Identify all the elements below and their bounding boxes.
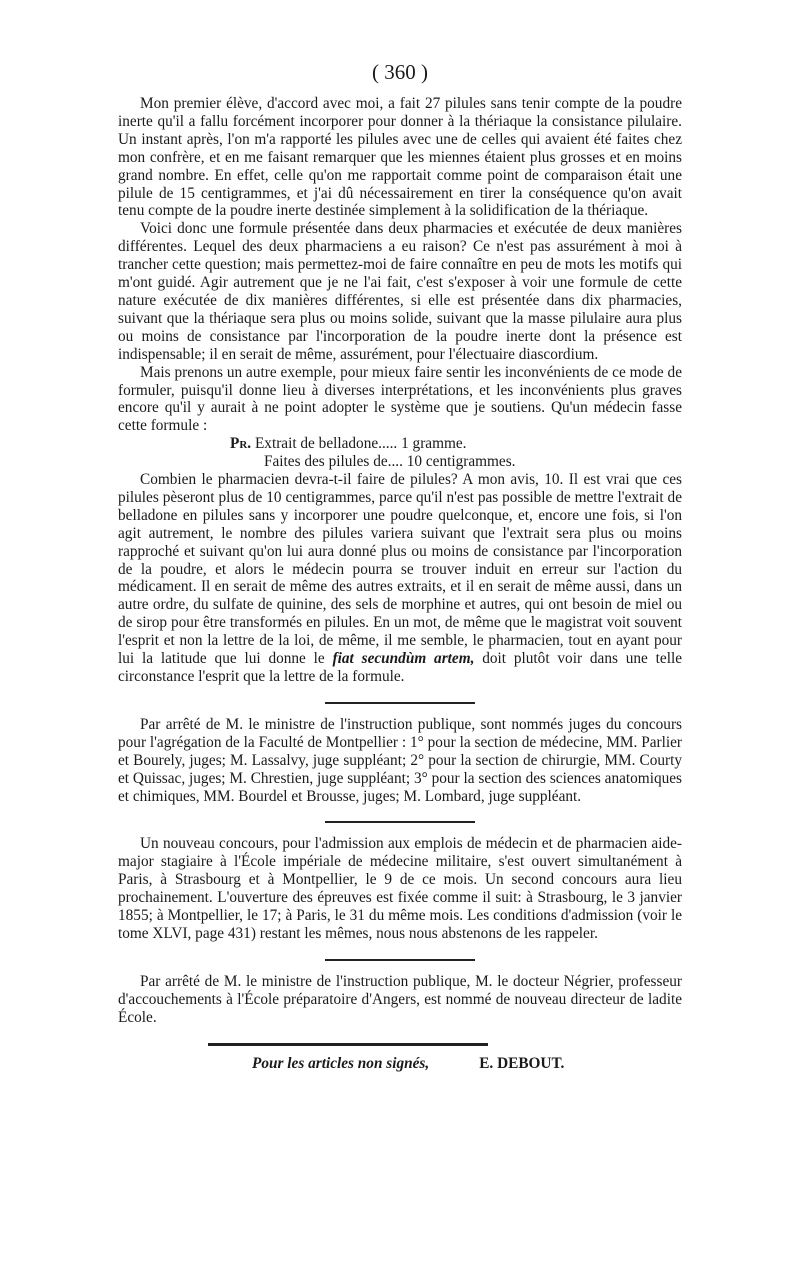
formula (118, 435, 682, 471)
signature (118, 1054, 682, 1074)
formula-line-2: Faites des pilules de.... 10 centigrammes. (264, 453, 516, 471)
closing-rule (208, 1043, 488, 1046)
news-item-1: Par arrêté de M. le ministre de l'instruction publique, sont nommés juges du concours pour l'agrégation de la Faculté de Montpellier : 1° pour la section de médecine, MM. Parlier et Bourely, juges; M. Lassalvy, juge suppléant; 2° pour la section de chirurgie, MM. Courty et Quissac, juges; M. Chrestien, juge suppléant; 3° pour la section des sciences anatomiques et chimiques, MM. Bourdel et Brousse, juges; M. Lombard, juge suppléant. (118, 715, 682, 805)
paragraph-4-text-b: doit plutôt voir dans une telle circonstance l'esprit que la lettre de la formule. (118, 650, 682, 685)
formula-abbr: Pr. (230, 435, 252, 453)
section-divider-2 (325, 821, 475, 823)
paragraph-2: Voici donc une formule présentée dans deux pharmacies et exécutée de deux manières différentes. Lequel des deux pharmaciens a eu raison? Ce n'est pas assurément à moi à trancher cette question; mais permettez-moi de faire connaître en peu de mots les motifs qui m'ont guidé. Agir autrement que je ne l'ai fait, c'est s'exposer à voir une formule de cette nature exécutée de dix manières différentes, si elle est présentée dans dix pharmacies, suivant que la thériaque sera plus ou moins solide, suivant que la masse pilulaire aura plus ou moins de consistance par l'incorporation de la poudre inerte dont la présence est indispensable; il en serait de même, assurément, pour l'électuaire diascordium. (118, 220, 682, 363)
paragraph-1: Mon premier élève, d'accord avec moi, a fait 27 pilules sans tenir compte de la poudre inerte qu'il a fallu forcément incorporer pour donner à la thériaque la consistance pilulaire. Un instant après, l'on m'a rapporté les pilules avec une de celles qui avaient été faites chez mon confrère, et en me faisant remarquer que les miennes étaient plus grosses et en moins grand nombre. En effet, celle qu'on me rapportait comme point de comparaison était une pilule de 15 centigrammes, et j'ai dû nécessairement en tirer la conséquence qu'on avait tenu compte de la poudre inerte destinée simplement à la solidification de la thériaque. (118, 95, 682, 220)
page-number: ( 360 ) (372, 60, 428, 84)
formula-line-1 (118, 435, 682, 453)
paragraph-4 (118, 471, 682, 686)
page (118, 60, 682, 1074)
section-divider-1 (325, 702, 475, 704)
signature-label: Pour les articles non signés, (252, 1054, 430, 1072)
news-item-2: Un nouveau concours, pour l'admission aux emplois de médecin et de pharmacien aide-major stagiaire à l'École impériale de médecine militaire, s'est ouvert simultanément à Paris, à Strasbourg et à Montpellier, le 9 de ce mois. Un second concours aura lieu prochainement. L'ouverture des épreuves est fixée comme il suit: à Strasbourg, le 3 janvier 1855; à Montpellier, le 17; à Paris, le 31 du même mois. Les conditions d'admission (voir le tome XLVI, page 431) restant les mêmes, nous nous abstenons de les rappeler. (118, 835, 682, 942)
latin-phrase: fiat secundùm artem, (332, 650, 475, 668)
section-divider-3 (325, 959, 475, 961)
paragraph-4-text-a: Combien le pharmacien devra-t-il faire de pilules? A mon avis, 10. Il est vrai que ces pilules pèseront plus de 10 centigrammes, parce qu'il n'est pas possible de mettre l'extrait de belladone en pilules sans y incorporer une poudre quelconque, et, encore une fois, si l'on agit autrement, le nombre des pilules variera suivant que l'extrait sera plus ou moins rapproché et suivant qu'on lui aura donné plus ou moins de consistance par l'incorporation de la poudre, et alors le médecin pourra se trouver induit en erreur sur l'action du médicament. Il en serait de même des autres extraits, et il en serait de même aussi, dans un autre ordre, du sulfate de quinine, des sels de morphine et autres, qui ont besoin de miel ou de sirop pour être transformés en pilules. En un mot, de même que le magistrat voit souvent l'esprit et non la lettre de la loi, de même, il me semble, le pharmacien, tout en ayant pour lui la latitude que lui donne le (118, 471, 682, 668)
signature-name: E. DEBOUT. (479, 1054, 565, 1072)
formula-line-1-text: Extrait de belladone..... 1 gramme. (254, 435, 467, 453)
paragraph-3: Mais prenons un autre exemple, pour mieux faire sentir les inconvénients de ce mode de formuler, puisqu'il donne lieu à diverses interprétations, et les inconvénients plus graves encore qu'il y aurait à ne point adopter le système que je soutiens. Qu'un médecin fasse cette formule : (118, 363, 682, 435)
news-item-3: Par arrêté de M. le ministre de l'instruction publique, M. le docteur Négrier, professeur d'accouchements à l'École préparatoire d'Angers, est nommé de nouveau directeur de ladite École. (118, 972, 682, 1026)
